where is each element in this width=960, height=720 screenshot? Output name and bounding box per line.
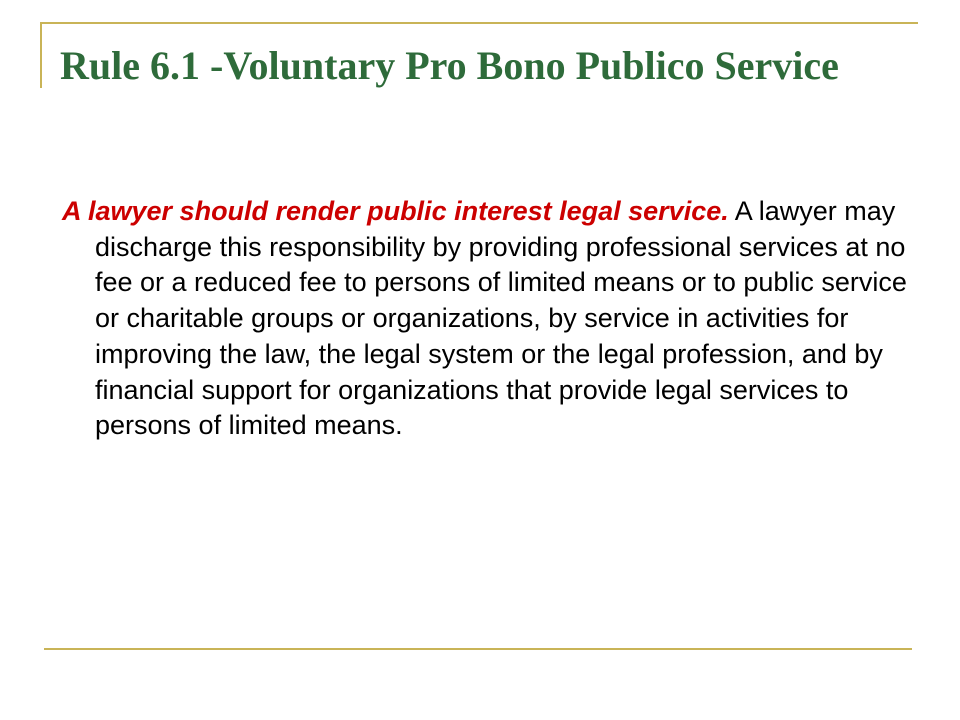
left-rule (40, 22, 42, 88)
slide-body (62, 194, 922, 444)
bottom-rule (44, 648, 912, 650)
lead-sentence: A lawyer should render public interest legal service. (62, 196, 729, 226)
top-rule (40, 22, 918, 24)
body-text: A lawyer may discharge this responsibility by providing professional services at no fee or a reduced fee to persons of limited means or to public service or charitable groups or organizations, by service in activities for improving the law, the legal system or the legal profession, and by financial support for organizations that provide legal services to persons of limited means. (95, 196, 907, 441)
slide-title: Rule 6.1 -Voluntary Pro Bono Publico Service (60, 43, 839, 88)
